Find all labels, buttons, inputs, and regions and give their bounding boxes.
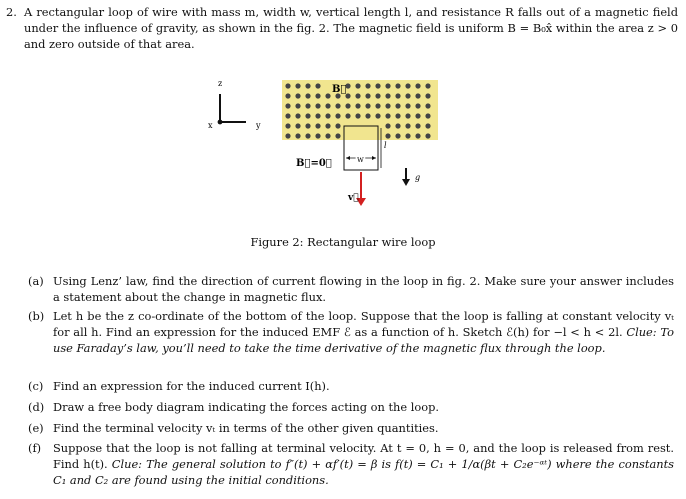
axis-label-x: x bbox=[208, 121, 213, 130]
part-label: (c) bbox=[28, 379, 44, 393]
field-dot bbox=[395, 113, 400, 118]
field-dot bbox=[425, 83, 430, 88]
part-text: Let h be the z co-ordinate of the bottom of the loop. Suppose that the loop is falling at constant velocity vₜ for all h. Find an expression for the induced EMF ℰ as a function of h. Sketch ℰ(h) for −l < h < 2l. bbox=[53, 309, 674, 339]
field-dot bbox=[305, 123, 310, 128]
field-dot bbox=[375, 103, 380, 108]
field-dot bbox=[345, 103, 350, 108]
field-dot bbox=[325, 123, 330, 128]
part-label: (b) bbox=[28, 309, 45, 323]
field-dot bbox=[355, 93, 360, 98]
field-dot bbox=[415, 113, 420, 118]
field-dot bbox=[385, 123, 390, 128]
field-dot bbox=[295, 83, 300, 88]
field-dot bbox=[295, 103, 300, 108]
field-dot bbox=[335, 113, 340, 118]
field-region bbox=[282, 80, 438, 140]
field-dot bbox=[405, 93, 410, 98]
field-dot bbox=[375, 113, 380, 118]
field-dot bbox=[415, 83, 420, 88]
part-label: (f) bbox=[28, 441, 42, 455]
field-dot bbox=[295, 93, 300, 98]
field-dot bbox=[405, 103, 410, 108]
field-dot bbox=[375, 93, 380, 98]
part-a bbox=[28, 273, 674, 305]
length-label: l bbox=[384, 141, 387, 150]
axis-label-z: z bbox=[218, 79, 223, 88]
field-dot bbox=[415, 93, 420, 98]
field-dot bbox=[295, 123, 300, 128]
field-dot bbox=[325, 103, 330, 108]
field-dot bbox=[345, 113, 350, 118]
field-dot bbox=[335, 133, 340, 138]
field-dot bbox=[295, 113, 300, 118]
part-label: (a) bbox=[28, 274, 44, 288]
field-dot bbox=[325, 93, 330, 98]
part-clue: Clue: The general solution to f″(t) + αf′(t) = β is f(t) = C₁ + 1/α(βt + C₂e⁻ᵅᵗ) where the constants C₁ and C₂ are found using the initial conditions. bbox=[53, 457, 675, 487]
field-dot bbox=[425, 133, 430, 138]
field-dot bbox=[425, 93, 430, 98]
field-dot bbox=[285, 133, 290, 138]
field-dot bbox=[315, 93, 320, 98]
field-dot bbox=[365, 93, 370, 98]
problem-text: A rectangular loop of wire with mass m, width w, vertical length l, and resistance R falls out of a magnetic field under the influence of gravity, as shown in the fig. 2. The magnetic field is uniform B = B₀x̂ within the area z > 0 and zero outside of that area. bbox=[24, 5, 678, 51]
field-dot bbox=[425, 123, 430, 128]
field-dot bbox=[395, 123, 400, 128]
field-dot bbox=[395, 103, 400, 108]
part-clue: Clue: To use Faraday’s law, you’ll need to take the time derivative of the magnetic flux through the loop. bbox=[53, 325, 674, 355]
field-dot bbox=[415, 123, 420, 128]
field-dot bbox=[305, 83, 310, 88]
field-dot bbox=[335, 123, 340, 128]
velocity-label: v⃗ bbox=[348, 193, 359, 203]
field-dot bbox=[305, 133, 310, 138]
field-dot bbox=[385, 93, 390, 98]
part-text: Find an expression for the induced current I(h). bbox=[53, 379, 330, 393]
gravity-label: g bbox=[415, 173, 421, 182]
part-b bbox=[28, 308, 674, 356]
field-dot bbox=[385, 113, 390, 118]
part-text: Suppose that the loop is not falling at terminal velocity. At t = 0, h = 0, and the loop is released from rest. Find h(t). bbox=[53, 441, 674, 471]
field-dot bbox=[285, 83, 290, 88]
field-dot bbox=[305, 113, 310, 118]
field-dot bbox=[365, 113, 370, 118]
field-dot bbox=[375, 83, 380, 88]
part-e bbox=[28, 420, 674, 436]
field-dot bbox=[325, 133, 330, 138]
field-dot bbox=[315, 83, 320, 88]
field-dot bbox=[355, 113, 360, 118]
field-dot bbox=[325, 113, 330, 118]
width-arrow-left bbox=[346, 156, 350, 160]
axis-label-y: y bbox=[256, 121, 261, 130]
figure-wire-loop bbox=[200, 76, 460, 206]
field-dot bbox=[355, 103, 360, 108]
part-text: Draw a free body diagram indicating the forces acting on the loop. bbox=[53, 400, 440, 414]
field-dot bbox=[415, 133, 420, 138]
part-label: (e) bbox=[28, 421, 44, 435]
part-d bbox=[28, 399, 674, 415]
figure-caption: Figure 2: Rectangular wire loop bbox=[250, 235, 436, 249]
field-dot bbox=[285, 123, 290, 128]
field-dot bbox=[405, 83, 410, 88]
field-dot bbox=[395, 83, 400, 88]
part-c bbox=[28, 378, 674, 394]
part-text: Using Lenz’ law, find the direction of current flowing in the loop in fig. 2. Make sure your answer includes a statement about the change in magnetic flux. bbox=[53, 274, 674, 304]
field-dot bbox=[395, 93, 400, 98]
field-dot bbox=[315, 133, 320, 138]
zero-field-label: B⃗=0⃗ bbox=[296, 158, 332, 169]
field-dot bbox=[405, 113, 410, 118]
field-dot bbox=[405, 123, 410, 128]
field-dot bbox=[395, 133, 400, 138]
field-dot bbox=[305, 103, 310, 108]
part-label: (d) bbox=[28, 400, 45, 414]
field-dot bbox=[285, 113, 290, 118]
x-axis-dot bbox=[218, 120, 223, 125]
gravity-arrowhead bbox=[402, 179, 410, 186]
field-dot bbox=[315, 123, 320, 128]
field-dot bbox=[365, 83, 370, 88]
part-text: Find the terminal velocity vₜ in terms of the other given quantities. bbox=[53, 421, 439, 435]
field-dot bbox=[315, 103, 320, 108]
width-arrow-right bbox=[372, 156, 376, 160]
field-dot bbox=[295, 133, 300, 138]
field-dot bbox=[315, 113, 320, 118]
field-dot bbox=[415, 103, 420, 108]
field-dot bbox=[365, 103, 370, 108]
field-dot bbox=[405, 133, 410, 138]
field-dot bbox=[285, 93, 290, 98]
field-dot bbox=[385, 103, 390, 108]
field-dot bbox=[355, 83, 360, 88]
field-dot bbox=[305, 93, 310, 98]
field-dot bbox=[385, 133, 390, 138]
field-dot bbox=[425, 103, 430, 108]
field-dot bbox=[425, 113, 430, 118]
field-label: B⃗ bbox=[332, 84, 347, 95]
axes bbox=[208, 79, 261, 130]
width-label: w bbox=[357, 155, 364, 164]
field-dot bbox=[285, 103, 290, 108]
problem-statement bbox=[6, 4, 678, 52]
field-dot bbox=[385, 83, 390, 88]
part-f bbox=[28, 440, 674, 488]
field-dot bbox=[335, 103, 340, 108]
problem-number: 2. bbox=[6, 5, 17, 19]
